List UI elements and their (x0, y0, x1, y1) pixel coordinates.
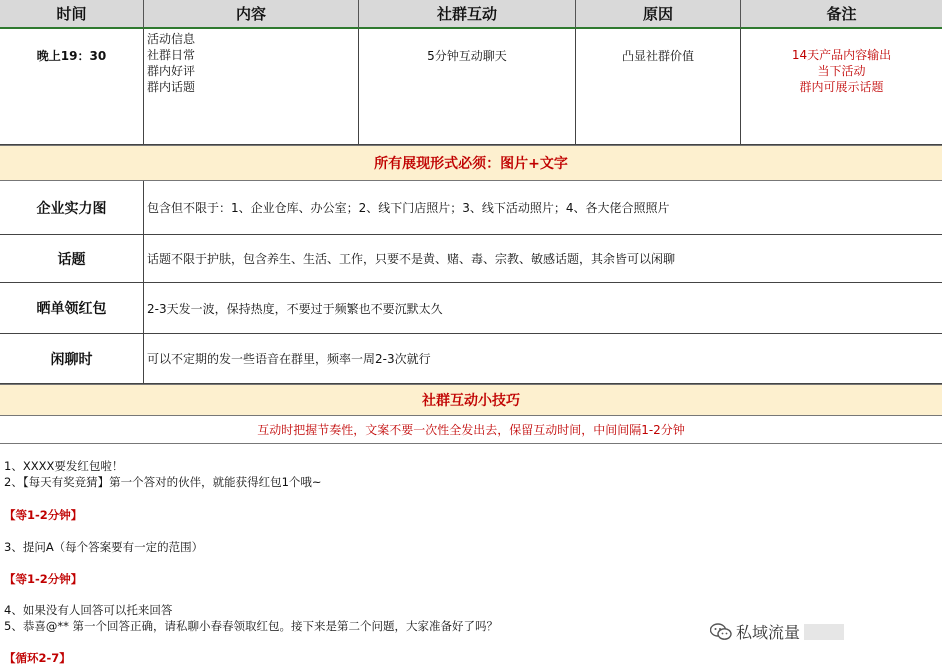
script-line-1: 1、XXXX要发红包啦！ (4, 459, 124, 473)
row-text-topic: 话题不限于护肤，包含养生、生活、工作，只要不是黄、赌、毒、宗教、敏感话题，其余皆可以闲聊 (144, 235, 942, 283)
content-item: 社群日常 (147, 48, 196, 62)
script-line-5: 5、恭喜@** 第一个回答正确，请私聊小春春领取红包。接下来是第二个问题，大家准备好了吗？ (4, 619, 498, 633)
row-label-chat: 闲聊时 (0, 334, 144, 384)
header-notes: 备注 (741, 0, 942, 29)
note-item: 群内可展示话题 (799, 80, 884, 94)
format-banner: 所有展现形式必须：图片+文字 (0, 145, 942, 181)
row-label-topic: 话题 (0, 235, 144, 283)
time-value: 晚上19：30 (36, 49, 107, 63)
row-text-redpacket: 2-3天发一波，保持热度，不要过于频繁也不要沉默太久 (144, 283, 942, 334)
tips-banner: 社群互动小技巧 (0, 384, 942, 416)
notes-cell (741, 29, 942, 145)
row-text-strength: 包含但不限于：1、企业仓库、办公室；2、线下门店照片；3、线下活动照片；4、各大佬合照照片 (144, 181, 942, 235)
watermark-blur (804, 624, 844, 640)
row-label-strength: 企业实力图 (0, 181, 144, 235)
header-reason: 原因 (576, 0, 741, 29)
loop-note: 【循环2-7】 (4, 651, 71, 665)
content-item: 活动信息 (147, 32, 196, 46)
script-line-2: 2、【每天有奖竞猜】第一个答对的伙伴，就能获得红包1个哦~ (4, 475, 322, 489)
interaction-cell (359, 29, 576, 145)
row-text-chat: 可以不定期的发一些语音在群里，频率一周2-3次就行 (144, 334, 942, 384)
reason-cell (576, 29, 741, 145)
script-line-4: 4、如果没有人回答可以托来回答 (4, 603, 173, 617)
content-item: 群内好评 (147, 64, 196, 78)
note-item: 14天产品内容输出 (791, 48, 892, 62)
header-time: 时间 (0, 0, 144, 29)
script-line-3: 3、提问A（每个答案要有一定的范围） (4, 540, 204, 554)
header-interaction: 社群互动 (359, 0, 576, 29)
wait-note: 【等1-2分钟】 (4, 508, 83, 522)
header-content: 内容 (144, 0, 359, 29)
reason-value: 凸显社群价值 (621, 49, 694, 63)
content-item: 群内话题 (147, 80, 196, 94)
interaction-value: 5分钟互动聊天 (427, 49, 507, 63)
note-item: 当下活动 (817, 64, 866, 78)
content-cell (144, 29, 359, 145)
watermark-text: 私域流量 (736, 623, 801, 642)
time-cell (0, 29, 144, 145)
tips-note: 互动时把握节奏性，文案不要一次性全发出去，保留互动时间，中间间隔1-2分钟 (0, 416, 942, 444)
watermark (710, 620, 844, 643)
wechat-icon (710, 623, 732, 641)
wait-note: 【等1-2分钟】 (4, 572, 83, 586)
row-label-redpacket: 晒单领红包 (0, 283, 144, 334)
